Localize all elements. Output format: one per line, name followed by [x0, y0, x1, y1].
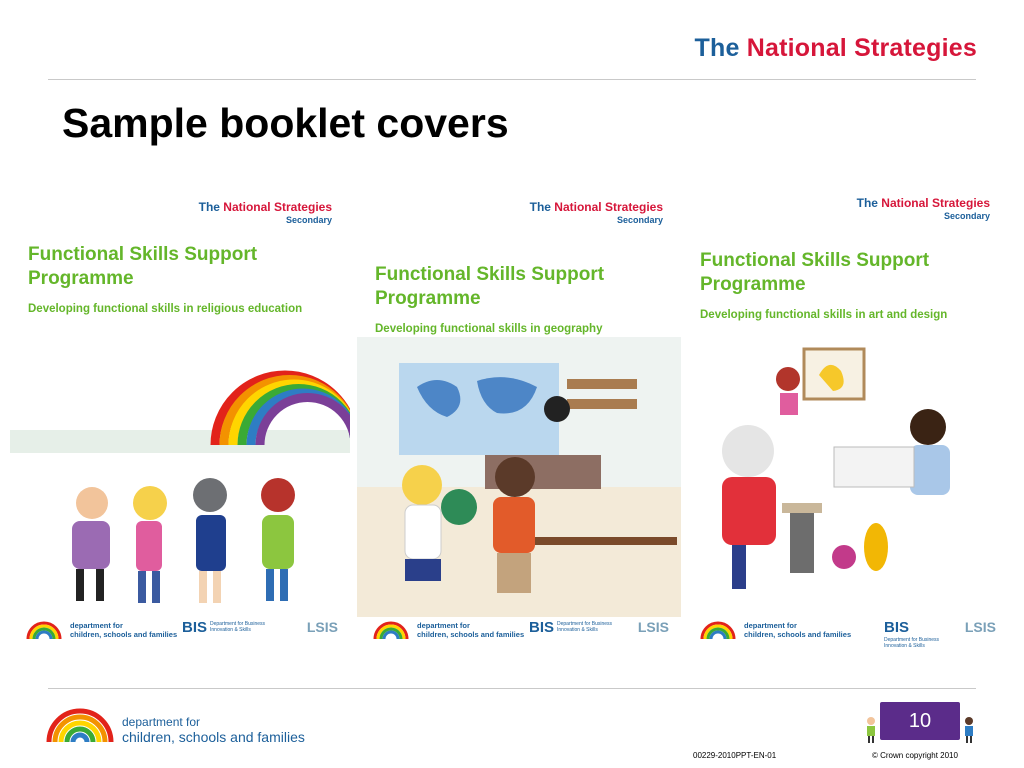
cover-title-line2: Programme — [375, 288, 481, 309]
figure-left-icon — [864, 716, 878, 744]
brand-name: National Strategies — [746, 34, 977, 62]
cover-title-line1: Functional Skills Support — [375, 264, 605, 285]
bis-logo: BIS — [884, 619, 910, 636]
cover-brand — [530, 201, 663, 227]
cover-brand-sub: Secondary — [285, 215, 332, 225]
cover-title-line2: Programme — [28, 268, 134, 289]
slide-title: Sample booklet covers — [62, 100, 509, 146]
cover-brand — [857, 197, 990, 223]
booklet-cover-art-and-design — [684, 185, 1008, 657]
figure-right-icon — [962, 716, 976, 744]
rainbow-logo-icon — [373, 621, 409, 641]
bis-small-text: Department for Business Innovation & Skills — [884, 637, 940, 649]
dept-line2: children, schools and families — [70, 630, 178, 639]
cover-subtitle: Developing functional skills in art and design — [700, 309, 948, 321]
lsis-logo: LSIS — [306, 619, 338, 635]
footer-divider — [48, 688, 976, 689]
dept-line2: children, schools and families — [744, 630, 852, 639]
bis-small-text: Department for Business Innovation & Skills — [210, 621, 266, 633]
copyright-notice: © Crown copyright 2010 — [872, 751, 958, 760]
cover-brand-sub: Secondary — [616, 215, 663, 225]
cover-brand-the: The — [198, 200, 220, 214]
cover-footer-logos — [373, 617, 671, 647]
cover-footer-logos — [700, 617, 998, 647]
cover-title-line1: Functional Skills Support — [700, 250, 930, 271]
cover-brand-the: The — [529, 200, 551, 214]
page-number-badge: 10 — [880, 702, 960, 740]
bis-logo: BIS — [529, 619, 555, 636]
dcsf-line2: children, schools and families — [122, 729, 305, 745]
national-strategies-logo — [695, 34, 977, 63]
dcsf-logo-text — [122, 715, 305, 745]
cover-footer-logos — [26, 617, 340, 647]
dept-line2: children, schools and families — [417, 630, 525, 639]
dept-logo-text — [70, 621, 177, 639]
dcsf-line1: department for — [122, 715, 201, 729]
rainbow-logo-icon — [26, 621, 62, 641]
cover-title — [28, 243, 328, 291]
cover-subtitle: Developing functional skills in geography — [375, 323, 603, 335]
bis-logo: BIS — [182, 619, 208, 636]
cover-brand-name: National Strategies — [223, 200, 332, 214]
cover-brand-sub: Secondary — [943, 211, 990, 221]
booklet-cover-geography — [357, 185, 681, 657]
bis-small-text: Department for Business Innovation & Skills — [557, 621, 613, 633]
dept-logo-text — [417, 621, 524, 639]
cover-brand-the: The — [856, 196, 878, 210]
cover-title — [700, 249, 1000, 297]
cover-illustration-geography-classroom — [357, 337, 681, 617]
header-divider — [48, 79, 976, 80]
booklet-cover-religious-education — [10, 185, 350, 657]
dept-line1: department for — [417, 621, 470, 630]
cover-illustration-art-room — [684, 335, 1008, 615]
cover-subtitle: Developing functional skills in religious education — [28, 303, 303, 315]
cover-illustration-rainbow-people — [10, 335, 350, 615]
rainbow-logo-icon — [46, 708, 114, 744]
lsis-logo: LSIS — [637, 619, 669, 635]
dept-line1: department for — [744, 621, 797, 630]
lsis-logo: LSIS — [964, 619, 996, 635]
document-code: 00229-2010PPT-EN-01 — [693, 751, 777, 760]
cover-title-line2: Programme — [700, 274, 806, 295]
cover-title-line1: Functional Skills Support — [28, 244, 258, 265]
dept-line1: department for — [70, 621, 123, 630]
cover-title — [375, 263, 675, 311]
cover-brand — [199, 201, 332, 227]
cover-brand-name: National Strategies — [554, 200, 663, 214]
rainbow-logo-icon — [700, 621, 736, 641]
brand-the: The — [694, 34, 740, 62]
dept-logo-text — [744, 621, 851, 639]
cover-brand-name: National Strategies — [881, 196, 990, 210]
